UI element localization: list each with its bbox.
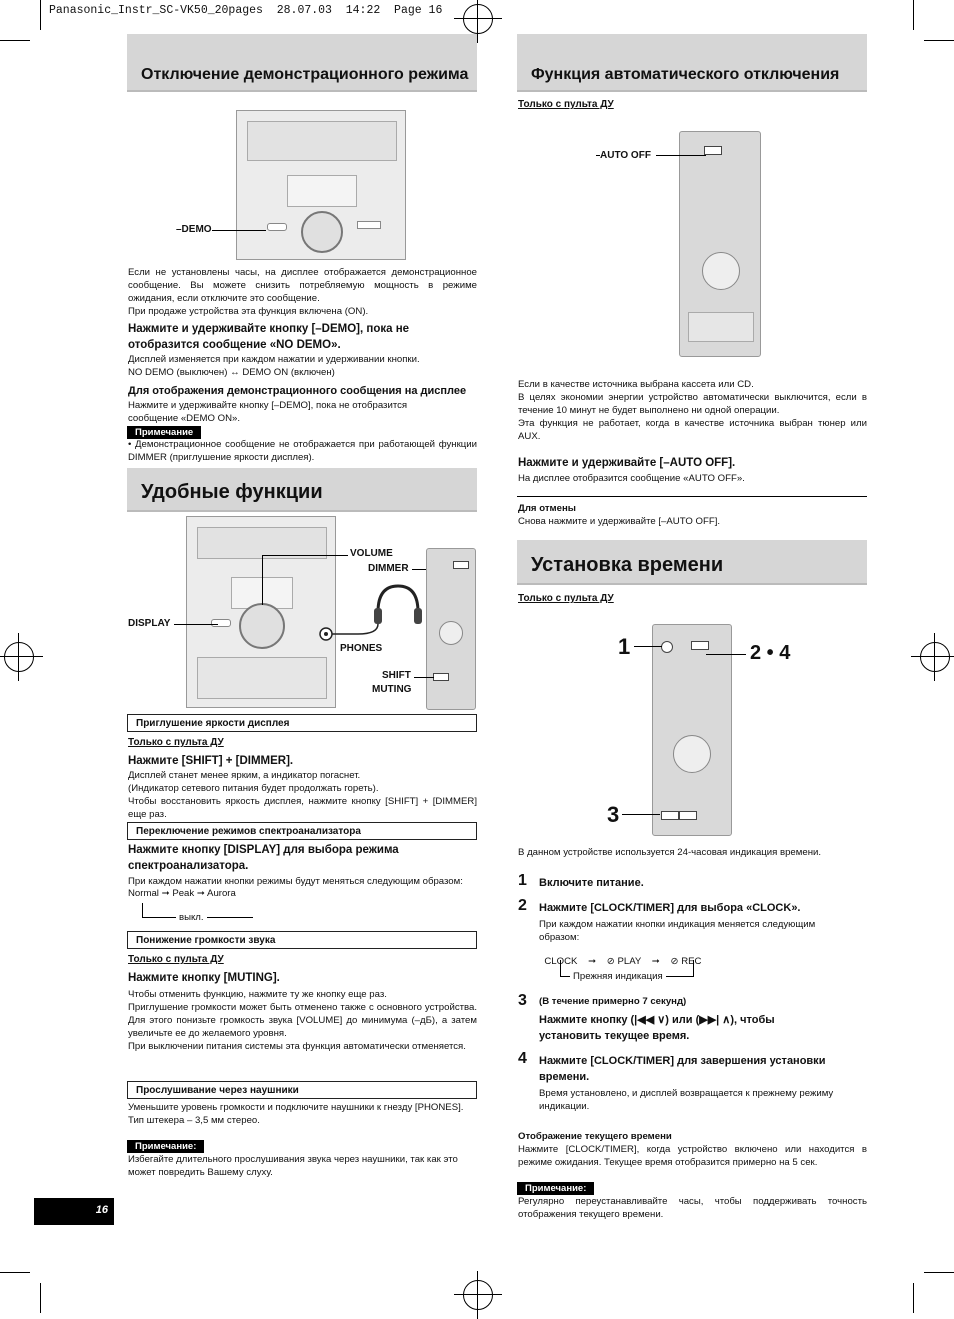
print-header: Panasonic_Instr_SC-VK50_20pages 28.07.03 14:22 Page 16 bbox=[49, 4, 443, 17]
clock-title: Установка времени bbox=[531, 554, 724, 576]
clock-note-tag: Примечание: bbox=[517, 1182, 594, 1195]
step-3-pre: (В течение примерно 7 секунд) bbox=[539, 996, 687, 1007]
step-1-number: 1 bbox=[518, 872, 527, 889]
auto-off-text-3: Эта функция не работает, когда в качестве источника выбран тюнер или AUX. bbox=[518, 418, 867, 442]
demo-note: • Демонстрационное сообщение не отображается при работающей функции DIMMER (приглушение яркости дисплея). bbox=[128, 439, 477, 463]
demo-show-heading: Для отображения демонстрационного сообщения на дисплее bbox=[128, 385, 467, 397]
step-1-text: Включите питание. bbox=[539, 877, 644, 889]
cancel-heading: Для отмены bbox=[518, 503, 576, 514]
arrow-right-icon: ➞ bbox=[196, 888, 208, 899]
callout-2-4-line bbox=[706, 654, 746, 655]
spectrum-subsection-header: Переключение режимов спектроанализатора bbox=[127, 822, 477, 840]
demo-leader-line bbox=[212, 230, 266, 231]
clock-section-header bbox=[517, 540, 867, 585]
headphones-text-1: Уменьшите уровень громкости и подключите наушники к гнезду [PHONES]. bbox=[128, 1102, 464, 1113]
auto-off-section-header bbox=[517, 34, 867, 92]
step-4-text: Нажмите [CLOCK/TIMER] для завершения установки времени. bbox=[539, 1055, 826, 1083]
headphones-note-tag: Примечание: bbox=[127, 1140, 204, 1153]
step-2-text: Нажмите [CLOCK/TIMER] для выбора «CLOCK». bbox=[539, 902, 801, 914]
auto-off-step-text: На дисплее отобразится сообщение «AUTO OFF». bbox=[518, 473, 745, 484]
display-leader-line bbox=[174, 624, 218, 625]
dimmer-subsection-header: Приглушение яркости дисплея bbox=[127, 714, 477, 732]
page-number: 16 bbox=[95, 1204, 108, 1216]
headphones-note: Избегайте длительного прослушивания звука через наушники, так как это может повредить Вашему слуху. bbox=[128, 1154, 458, 1178]
auto-off-step: Нажмите и удерживайте [–AUTO OFF]. bbox=[518, 457, 736, 469]
shift-leader-line bbox=[414, 677, 434, 678]
volume-leader-line bbox=[262, 555, 263, 605]
callout-3-line bbox=[622, 814, 660, 815]
dimmer-text-3: Чтобы восстановить яркость дисплея, нажмите кнопку [SHIFT] + [DIMMER] еще раз. bbox=[128, 796, 477, 820]
demo-section-header bbox=[127, 34, 477, 92]
callout-1: 1 bbox=[618, 634, 631, 659]
clock-intro: В данном устройстве используется 24-часовая индикация времени. bbox=[518, 847, 822, 858]
muting-text-2: Приглушение громкости может быть отменено также с основного устройства. Для этого понизьте громкость звука [VOLUME] до минимума (–дБ), а затем увеличьте ее до желаемого уровня. bbox=[128, 1002, 477, 1039]
remote-control-illustration bbox=[426, 548, 476, 710]
step-3-text: Нажмите кнопку (|◀◀ ∨) или (▶▶| ∧), чтобы установить текущее время. bbox=[539, 1014, 775, 1042]
step-3-number: 3 bbox=[518, 992, 527, 1009]
auto-off-text-1: Если в качестве источника выбрана кассета или CD. bbox=[518, 379, 754, 390]
demo-note-tag: Примечание bbox=[127, 426, 201, 439]
demo-intro: Если не установлены часы, на дисплее отображается демонстрационное сообщение. Вы можете снизить потребляемую мощность в режиме ожидания, если отключите это сообщение. bbox=[128, 267, 477, 304]
step-4-number: 4 bbox=[518, 1050, 527, 1067]
spectrum-off: выкл. bbox=[176, 912, 207, 923]
dimmer-text-2: (Индикатор сетевого питания будет продолжать гореть). bbox=[128, 783, 379, 794]
remote-control-illustration bbox=[679, 131, 761, 357]
auto-off-label: AUTO OFF bbox=[600, 150, 651, 161]
phones-label: PHONES bbox=[340, 643, 383, 654]
current-time-heading: Отображение текущего времени bbox=[518, 1131, 672, 1142]
muting-text-3: При выключении питания системы эта функция автоматически отменяется. bbox=[128, 1041, 466, 1052]
muting-step: Нажмите кнопку [MUTING]. bbox=[128, 972, 280, 984]
demo-step-note-1: Дисплей изменяется при каждом нажатии и удерживании кнопки. bbox=[128, 354, 420, 365]
step-4-detail: Время установлено, и дисплей возвращается к прежнему режиму индикации. bbox=[539, 1088, 834, 1112]
remote-only-label: Только с пульта ДУ bbox=[518, 593, 614, 604]
dimmer-label: DIMMER bbox=[368, 563, 409, 574]
registration-mark bbox=[4, 642, 34, 672]
crop-mark bbox=[0, 1272, 30, 1273]
demo-label: –DEMO bbox=[176, 224, 212, 235]
dimmer-step: Нажмите [SHIFT] + [DIMMER]. bbox=[128, 755, 294, 767]
demo-step: Нажмите и удерживайте кнопку [–DEMO], пока не отобразится сообщение «NO DEMO». bbox=[128, 323, 410, 351]
callout-2-4: 2 • 4 bbox=[750, 642, 791, 664]
spectrum-sequence bbox=[128, 888, 236, 899]
arrow-right-icon: ➞ bbox=[641, 956, 671, 967]
display-label: DISPLAY bbox=[128, 618, 171, 629]
headphones-icon bbox=[318, 582, 422, 644]
crop-mark bbox=[924, 40, 954, 41]
volume-leader-line bbox=[262, 555, 348, 556]
divider bbox=[517, 496, 867, 497]
demo-show-text: Нажмите и удерживайте кнопку [–DEMO], пока не отобразится сообщение «DEMO ON». bbox=[128, 400, 408, 424]
cancel-text: Снова нажмите и удерживайте [–AUTO OFF]. bbox=[518, 516, 721, 527]
current-time-text: Нажмите [CLOCK/TIMER], когда устройство включено или находится в режиме ожидания. Текущее время отобразится примерно на 5 сек. bbox=[518, 1144, 867, 1168]
registration-mark bbox=[463, 4, 493, 34]
mode-peak: Peak bbox=[172, 888, 195, 899]
registration-mark bbox=[463, 1280, 493, 1310]
auto-off-text-2: В целях экономии энергии устройство автоматически выключится, если в течение 10 минут не будет выполнено ни одной операции. bbox=[518, 392, 867, 416]
callout-3: 3 bbox=[607, 802, 620, 827]
muting-text-1: Чтобы отменить функцию, нажмите ту же кнопку еще раз. bbox=[128, 989, 387, 1000]
remote-only-label: Только с пульта ДУ bbox=[128, 954, 224, 965]
headphones-subsection-header: Прослушивание через наушники bbox=[127, 1081, 477, 1099]
muting-label: MUTING bbox=[372, 684, 412, 695]
auto-off-leader-line bbox=[596, 155, 600, 156]
crop-mark bbox=[0, 40, 30, 41]
registration-mark bbox=[920, 642, 950, 672]
arrow-right-icon: ➞ bbox=[161, 888, 173, 899]
stereo-unit-illustration bbox=[186, 516, 336, 708]
demo-step-note-2: NO DEMO (выключен) ↔ DEMO ON (включен) bbox=[128, 367, 335, 378]
volume-label: VOLUME bbox=[350, 548, 393, 559]
stereo-unit-illustration bbox=[236, 110, 406, 260]
dimmer-text-1: Дисплей станет менее ярким, а индикатор погаснет. bbox=[128, 770, 361, 781]
crop-mark bbox=[40, 0, 41, 30]
crop-mark bbox=[913, 0, 914, 30]
previous-display-label: Прежняя индикация bbox=[570, 971, 666, 982]
auto-off-title: Функция автоматического отключения bbox=[531, 66, 840, 83]
muting-subsection-header: Понижение громкости звука bbox=[127, 931, 477, 949]
step-2-number: 2 bbox=[518, 897, 527, 914]
demo-title: Отключение демонстрационного режима bbox=[141, 66, 469, 83]
crop-mark bbox=[40, 1283, 41, 1313]
seq-clock: CLOCK bbox=[544, 956, 578, 967]
step-2-detail: При каждом нажатии кнопки индикация меняется следующим образом: bbox=[539, 919, 816, 943]
spectrum-step: Нажмите кнопку [DISPLAY] для выбора режима спектроанализатора. bbox=[128, 844, 399, 872]
remote-only-label: Только с пульта ДУ bbox=[128, 737, 224, 748]
crop-mark bbox=[913, 1283, 914, 1313]
remote-control-illustration bbox=[652, 624, 732, 836]
crop-mark bbox=[924, 1272, 954, 1273]
arrow-right-icon: ➞ bbox=[577, 956, 607, 967]
spectrum-text: При каждом нажатии кнопки режимы будут меняться следующим образом: bbox=[128, 876, 463, 887]
seq-play: ⊘ PLAY bbox=[606, 956, 642, 967]
seq-rec: ⊘ REC bbox=[670, 956, 702, 967]
demo-intro-2: При продаже устройства эта функция включена (ON). bbox=[128, 306, 369, 317]
callout-1-line bbox=[634, 646, 662, 647]
useful-section-header bbox=[127, 468, 477, 512]
page-number-tab bbox=[34, 1198, 114, 1225]
clock-note: Регулярно переустанавливайте часы, чтобы поддерживать точность отображения текущего времени. bbox=[518, 1196, 867, 1220]
remote-only-label: Только с пульта ДУ bbox=[518, 99, 614, 110]
shift-label: SHIFT bbox=[382, 670, 411, 681]
mode-normal: Normal bbox=[128, 888, 159, 899]
headphones-text-2: Тип штекера – 3,5 мм стерео. bbox=[128, 1115, 260, 1126]
useful-title: Удобные функции bbox=[141, 481, 323, 503]
mode-aurora: Aurora bbox=[207, 888, 236, 899]
auto-off-leader-line bbox=[656, 155, 706, 156]
